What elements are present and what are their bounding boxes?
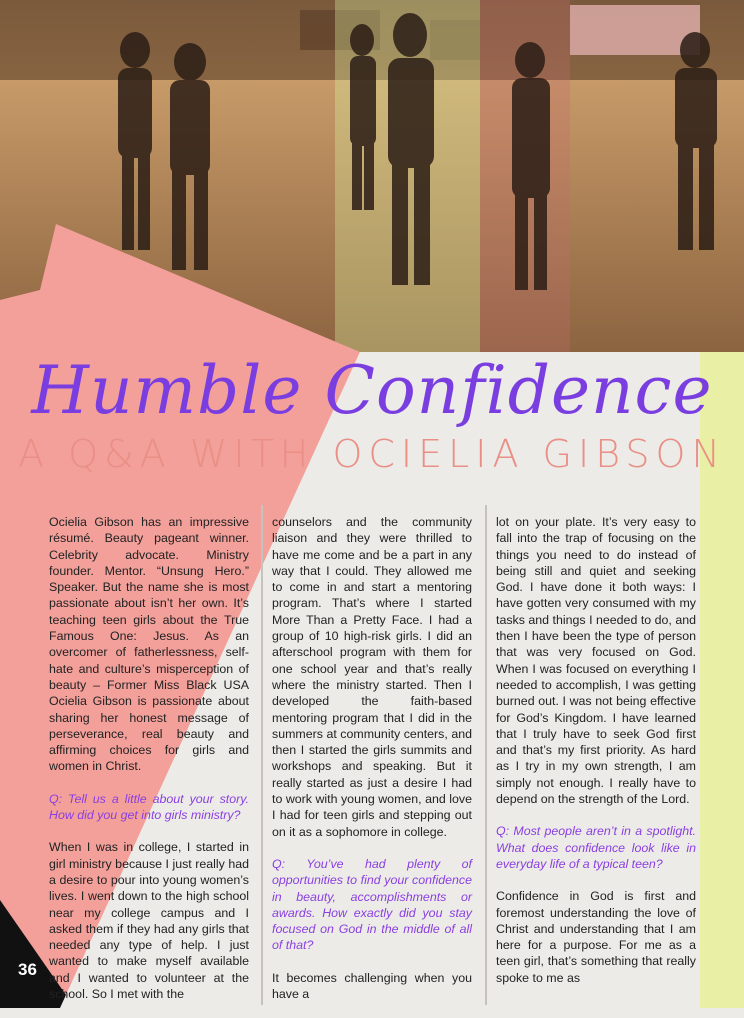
answer-2: It becomes challenging when you have a <box>272 970 472 1002</box>
answer-1: When I was in college, I started in girl ministry because I just really had a desire to pour into young women’s lives. I went down to the high school near my college campus and I asked them if they had any girls that needed any type of help. I just wanted to make myself available and I wanted to volunteer at the school. So I met with the <box>49 840 249 1002</box>
column-divider <box>261 505 263 1005</box>
answer-1-continued: counselors and the community liaison and they were thrilled to have me come and be a part in any way that I could. They allowed me to come in and start a mentoring program. That’s where I started More Than a Pretty Face. I had a group of 10 high-risk girls. I did an afterschool program with them for one school year and that’s really where the ministry started. Then I developed the faith-based mentoring program that I did in the summers at community centers, and then I started the girls summits and workshops and speaking. But it really started as just a desire I had to work with young women, and love I had for teen girls and stepping out on it as a sophomore in college. <box>272 515 472 839</box>
question-2: Q: You’ve had plenty of opportunities to find your confidence in beauty, accomplishments or awards. How exactly did you stay focused on God in the middle of all of that? <box>272 856 472 953</box>
article-column-2 <box>272 514 472 1018</box>
article-subtitle: A Q&A WITH OCIELIA GIBSON <box>18 432 726 476</box>
article-column-3 <box>496 514 696 1002</box>
answer-3: Confidence in God is first and foremost understanding the love of Christ and understanding that I am here for a purpose. For me as a teen girl, that’s something that really spoke to me as <box>496 889 696 985</box>
article-column-1 <box>49 514 249 1018</box>
page-number: 36 <box>18 960 37 979</box>
question-1: Q: Tell us a little about your story. How did you get into girls ministry? <box>49 791 249 823</box>
column-divider <box>485 505 487 1005</box>
question-3: Q: Most people aren’t in a spotlight. What does confidence look like in everyday life of a typical teen? <box>496 824 696 871</box>
article-title: Humble Confidence <box>31 352 713 429</box>
intro-paragraph: Ocielia Gibson has an impressive résumé. Beauty pageant winner. Celebrity advocate. Ministry founder. Mentor. “Unsung Hero.” Speaker. But the name she is most passionate about isn’t her own. It’s teaching teen girls about the True Famous One: Jesus. As an overcomer of fatherlessness, self-hate and culture’s misperception of beauty – Former Miss Black USA Ocielia Gibson is passionate about sharing her honest message of perseverance, real beauty and affirming choices for girls and women in Christ. <box>49 515 249 774</box>
answer-2-continued: lot on your plate. It’s very easy to fall into the trap of focusing on the things you need to do instead of being still and quiet and seeking God. I have done it both ways: I have gotten very consumed with my tasks and things I needed to do, and then I have been the type of person that was very focused on God. When I was focused on everything I needed to accomplish, I was getting burned out. I was not being effective for God’s Kingdom. I have learned that I truly have to seek God first and that’s my first priority. As hard as I try in my own strength, I am simply not enough. I really have to depend on the strength of the Lord. <box>496 515 696 807</box>
